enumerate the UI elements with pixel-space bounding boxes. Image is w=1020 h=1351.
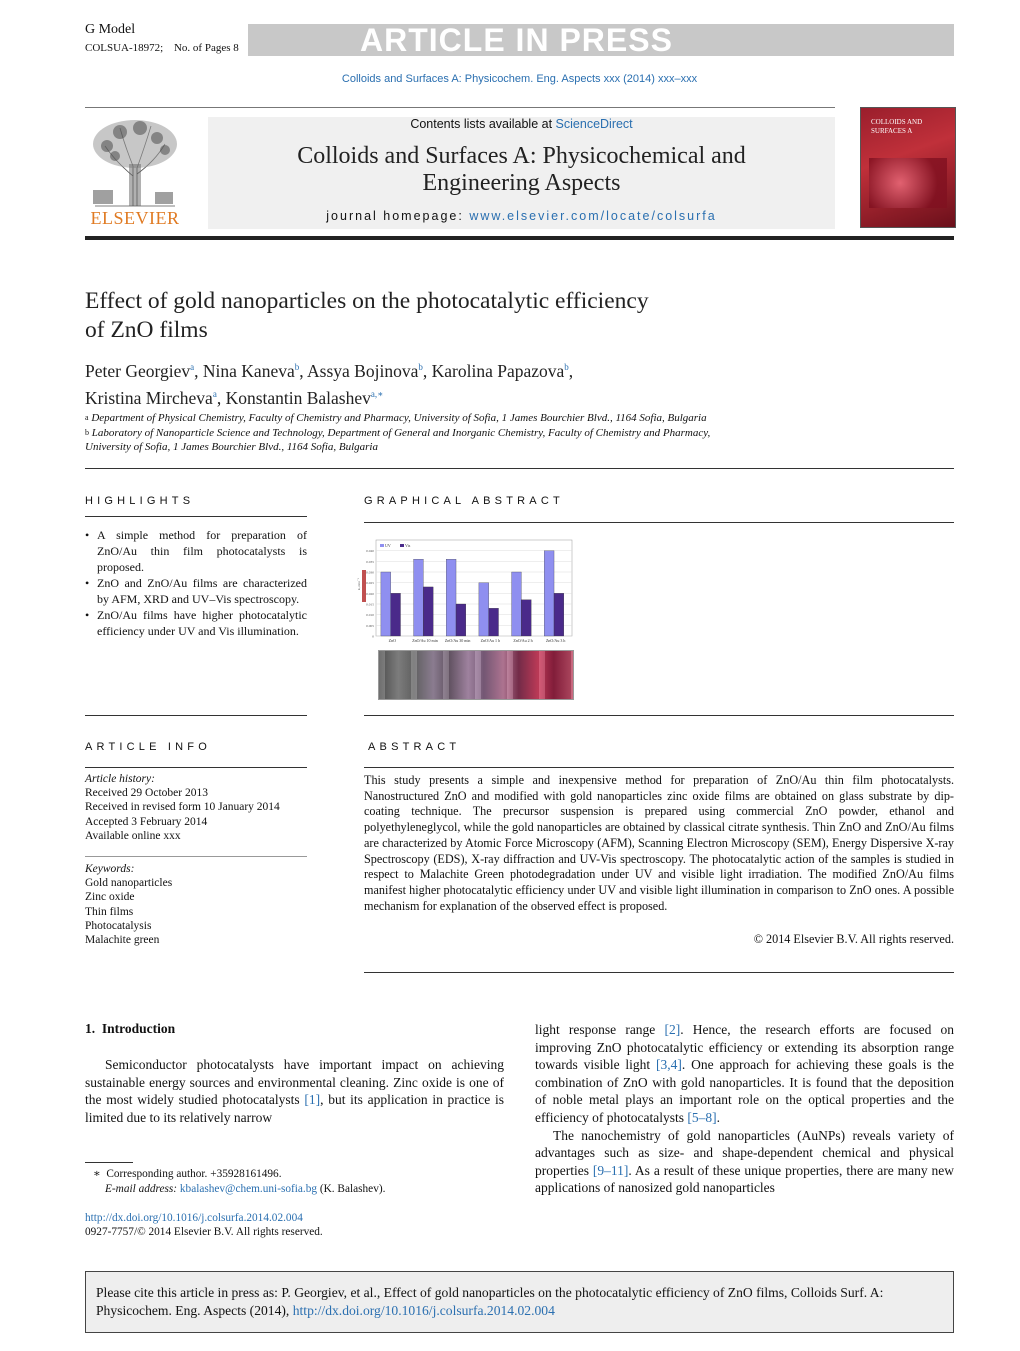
cover-title-line2: SURFACES A — [871, 127, 913, 135]
section-number: 1. — [85, 1021, 96, 1036]
intro-p2-end: . As a result of these unique properties, there are many new applications of nanosized gold nanoparticles — [535, 1162, 954, 1196]
photocatalysis-bar-chart — [356, 532, 576, 652]
history-label: Article history: — [85, 773, 155, 785]
footnote — [85, 1167, 505, 1197]
email-owner: (K. Balashev). — [319, 1183, 386, 1195]
highlights-bottom-rule — [85, 715, 307, 716]
article-id — [85, 42, 239, 54]
corresponding-text: Corresponding author. +35928161496. — [106, 1168, 282, 1180]
y-tick-label: 0.035 — [366, 559, 374, 564]
ref-link[interactable]: [5–8] — [687, 1109, 717, 1125]
keyword: Zinc oxide — [85, 891, 135, 904]
y-tick-label: 0.030 — [366, 570, 374, 575]
legend-label: UV — [385, 543, 391, 548]
keywords — [85, 862, 307, 947]
author-affil-sup[interactable]: a,∗ — [370, 388, 384, 399]
intro-right-p1 — [535, 1021, 954, 1127]
y-tick-label: 0.025 — [366, 581, 374, 586]
article-info-rule — [85, 767, 307, 768]
bar-uv — [544, 551, 554, 636]
author-bojinova[interactable]: Assya Bojinova — [307, 360, 419, 381]
author-separator: , — [568, 360, 574, 381]
contents-prefix: Contents lists available at — [410, 117, 553, 131]
homepage-link[interactable]: www.elsevier.com/locate/colsurfa — [469, 209, 717, 223]
bar-uv — [479, 583, 489, 636]
article-history — [85, 772, 307, 843]
y-tick-label: 0.005 — [366, 623, 374, 628]
author-affil-sup: b — [564, 362, 569, 372]
article-id-text: COLSUA-18972; — [85, 42, 164, 54]
keyword: Gold nanoparticles — [85, 877, 173, 890]
legend-swatch — [400, 544, 404, 547]
highlights-list — [85, 527, 307, 639]
affiliations — [85, 411, 785, 455]
intro-right-p2 — [535, 1127, 954, 1197]
author-list — [85, 356, 725, 410]
author-affil-sup: a — [212, 388, 217, 399]
y-axis-label-mark — [362, 570, 366, 602]
footnote-star: ∗ — [93, 1168, 101, 1180]
section-heading — [85, 1021, 175, 1037]
accepted-date: Accepted 3 February 2014 — [85, 815, 208, 828]
graphical-abstract-bottom-rule — [364, 715, 954, 716]
journal-title-line1: Colloids and Surfaces A: Physicochemical and — [297, 143, 746, 169]
journal-reference-link[interactable]: Colloids and Surfaces A: Physicochem. Eng. Aspects xxx (2014) xxx–xxx — [341, 73, 698, 85]
bar-vis — [489, 608, 499, 636]
abstract-heading: ABSTRACT — [368, 741, 461, 753]
masthead-bottom-rule — [85, 236, 954, 240]
issn-line: 0927-7757/© 2014 Elsevier B.V. All rights reserved. — [85, 1226, 323, 1238]
ref-link[interactable]: [2] — [664, 1022, 681, 1037]
bar-vis — [456, 604, 466, 636]
ref-link[interactable]: [9–11] — [592, 1162, 629, 1178]
masthead-box — [208, 117, 835, 229]
abstract-bottom-rule — [364, 972, 954, 973]
legend-swatch — [380, 544, 384, 547]
email-link[interactable]: kbalashev@chem.uni-sofia.bg — [179, 1183, 318, 1195]
elsevier-wordmark: ELSEVIER — [90, 208, 180, 228]
author-separator: , — [216, 387, 226, 408]
author-separator: , — [194, 360, 203, 381]
journal-title-line2: Engineering Aspects — [422, 170, 621, 196]
masthead-top-rule — [85, 107, 835, 108]
keyword: Thin films — [85, 905, 134, 918]
bar-vis — [521, 600, 531, 636]
email-line — [85, 1182, 505, 1197]
y-tick-label: 0 — [372, 634, 374, 639]
abstract-rule — [364, 767, 954, 768]
author-kaneva[interactable]: Nina Kaneva — [202, 360, 295, 381]
g-model-label: G Model — [85, 22, 136, 37]
graphical-abstract-heading: GRAPHICAL ABSTRACT — [364, 495, 564, 507]
highlight-item: • ZnO/Au films have higher photocatalytic efficiency under UV and Vis illumination. — [85, 607, 307, 639]
article-title-line1: Effect of gold nanoparticles on the photocatalytic efficiency — [85, 288, 649, 314]
y-tick-label: 0.040 — [366, 549, 374, 554]
keyword: Photocatalysis — [85, 919, 152, 932]
author-affil-sup: b — [294, 362, 300, 372]
banner-text: ARTICLE IN PRESS — [360, 22, 673, 58]
keyword: Malachite green — [85, 934, 160, 947]
legend-label: Vis — [405, 543, 411, 548]
bar-vis — [554, 593, 564, 636]
intro-right-text: light response range — [535, 1022, 656, 1037]
affiliation-a-text: Department of Physical Chemistry, Faculty of Chemistry and Pharmacy, University of Sofia, 1 James Bourchier Blvd., 1164 Sofia, Bulgaria — [91, 412, 707, 424]
cover-artwork — [869, 158, 947, 208]
affiliation-rule — [85, 468, 954, 469]
affiliation-b-line2: University of Sofia, 1 James Bourchier Blvd., 1164 Sofia, Bulgaria — [85, 441, 378, 453]
article-title — [85, 287, 649, 345]
author-affil-sup: b — [418, 362, 423, 372]
email-label: E-mail address: — [105, 1183, 178, 1195]
author-separator: , — [422, 360, 432, 381]
graphical-abstract-figure — [356, 532, 576, 702]
author-separator: , — [299, 360, 308, 381]
intro-p1-end: , but its application in practice is limited due to its relatively narrow — [85, 1092, 504, 1125]
x-tick-label: ZnO/Au 30 min — [444, 638, 471, 643]
citation-body: Please cite this article in press as: P. Georgiev, et al., Effect of gold nanoparticles on the photocatalytic efficiency of ZnO films, Colloids Surf. A: Physicochem. Eng. Aspects (2014), — [96, 1285, 884, 1318]
bar-uv — [446, 559, 456, 636]
affiliation-b-text: Laboratory of Nanoparticle Science and Technology, Department of General and Inorganic Chemistry, Faculty of Chemistry and Pharmacy, — [91, 426, 711, 439]
cover-title-line1: COLLOIDS AND — [871, 118, 923, 126]
intro-left-column — [85, 1056, 504, 1126]
abstract-copyright: © 2014 Elsevier B.V. All rights reserved. — [753, 932, 954, 946]
elsevier-tree-icon — [85, 116, 185, 212]
doi-link[interactable]: http://dx.doi.org/10.1016/j.colsurfa.2014.02.004 — [85, 1212, 303, 1224]
x-tick-label: ZnO/Au 2 h — [513, 638, 533, 643]
citation-text — [96, 1284, 948, 1320]
journal-cover-image — [860, 107, 956, 228]
intro-right-text: . — [716, 1109, 720, 1125]
homepage-line — [208, 209, 835, 223]
abstract-text: This study presents a simple and inexpensive method for preparation of ZnO/Au thin film photocatalysts. Nanostructured ZnO and modified with gold nanoparticles zinc oxide films are obtained on glass substrate by dip-coating technique. The precursor suspension is prepared using commercial ZnO powder, ethanol and polyethyleneglycol, while the gold nanoparticles are obtained by classical citrate synthesis. Thin ZnO and ZnO/Au films are characterized by Atomic Force Microscopy (AFM), Scanning Electron Microscopy (SEM), Energy Dispersive X-ray Spectroscopy (EDS), X-ray diffraction and UV-Vis spectroscopy. The photocatalytic action of the samples is studied in respect to Malachite Green photodegradation under UV and visible light irradiation. The modified ZnO/Au films manifest higher photocatalytic efficiency under UV and visible light illumination in comparison to ZnO ones. A possible mechanism for explanation of the observed effect is proposed. — [364, 773, 954, 913]
y-tick-label: 0.020 — [366, 591, 374, 596]
bar-uv — [414, 559, 424, 636]
history-rule — [85, 856, 307, 857]
article-info-heading: ARTICLE INFO — [85, 741, 211, 753]
intro-right-text: . One approach for achieving these goals is the combination of ZnO with gold nanoparticles. It is found that the deposition of noble metal plays an important role on the optical properties and the efficiency of photocatalysts — [535, 1057, 954, 1125]
y-tick-label: 0.015 — [366, 602, 374, 607]
intro-p2: The nanochemistry of gold nanoparticles (AuNPs) reveals variety of advantages such as size- and shape-dependent chemical and physical properties — [535, 1127, 954, 1178]
author-papazova[interactable]: Karolina Papazova — [431, 360, 565, 381]
keywords-label: Keywords: — [85, 863, 135, 875]
footnote-rule — [85, 1162, 133, 1163]
journal-title — [208, 143, 835, 197]
y-tick-label: 0.010 — [366, 613, 374, 618]
citation-doi-link[interactable]: http://dx.doi.org/10.1016/j.colsurfa.2014.02.004 — [292, 1303, 555, 1318]
affiliation-b: $^b$ Laboratory of Nanoparticle Science and Technology, Department of General and Inorganic Chemistry, Faculty of Chemistry and Pharmacy, — [85, 426, 711, 439]
author-mircheva[interactable]: Kristina Mircheva — [85, 387, 213, 408]
citation-box — [85, 1271, 954, 1333]
y-axis-label: k, min⁻¹ — [357, 578, 361, 590]
graphical-abstract-rule — [364, 522, 954, 523]
x-tick-label: ZnO/Au 3 h — [545, 638, 566, 643]
homepage-prefix: journal homepage: — [326, 209, 464, 223]
highlight-item: • ZnO and ZnO/Au films are characterized by AFM, XRD and UV–Vis spectroscopy. — [85, 575, 307, 607]
bar-vis — [391, 593, 401, 636]
contents-line — [208, 117, 835, 131]
plot-area — [376, 540, 572, 636]
highlight-item: • A simple method for preparation of ZnO/Au thin film photocatalysts is proposed. — [85, 527, 307, 575]
highlights-rule — [85, 516, 307, 517]
author-georgiev[interactable]: Peter Georgiev — [85, 360, 191, 381]
x-tick-label: ZnO/Au 1 h — [480, 638, 501, 643]
revised-date: Received in revised form 10 January 2014 — [85, 801, 280, 814]
sciencedirect-link[interactable]: ScienceDirect — [555, 117, 633, 131]
intro-p1: Semiconductor photocatalysts have important impact on achieving sustainable energy sources and environmental cleaning. Zinc oxide is one of the most widely studied photocatalysts — [85, 1057, 504, 1108]
intro-right-column — [535, 1021, 954, 1197]
elsevier-logo — [85, 116, 185, 228]
section-title: Introduction — [101, 1021, 176, 1036]
highlights-heading: HIGHLIGHTS — [85, 495, 195, 507]
received-date: Received 29 October 2013 — [85, 787, 208, 800]
page-count: No. of Pages 8 — [173, 42, 239, 54]
online-date: Available online xxx — [85, 829, 181, 842]
sample-vials-photo — [378, 650, 574, 700]
x-tick-label: ZnO — [388, 638, 397, 643]
x-tick-label: ZnO/Au 10 min — [412, 638, 438, 643]
ref-link[interactable]: [3,4] — [656, 1057, 682, 1073]
bar-vis — [423, 587, 433, 636]
sample-vials-overlay — [379, 651, 573, 699]
bar-uv — [512, 572, 522, 636]
bar-uv — [381, 572, 391, 636]
article-in-press-banner — [248, 24, 954, 56]
ref-link[interactable]: [1] — [304, 1092, 321, 1108]
affiliation-a: $^a$ Department of Physical Chemistry, Faculty of Chemistry and Pharmacy, University of Sofia, 1 James Bourchier Blvd., 1164 Sofia, Bulgaria — [85, 412, 707, 424]
article-title-line2: of ZnO films — [85, 317, 208, 343]
intro-right-text: . Hence, the research efforts are focused on improving ZnO photocatalytic efficiency or extending its absorption range towards visible light — [535, 1022, 954, 1073]
corresponding-author — [85, 1167, 505, 1182]
author-balashev[interactable]: Konstantin Balashev — [225, 387, 371, 408]
author-affil-sup: a — [190, 362, 195, 372]
